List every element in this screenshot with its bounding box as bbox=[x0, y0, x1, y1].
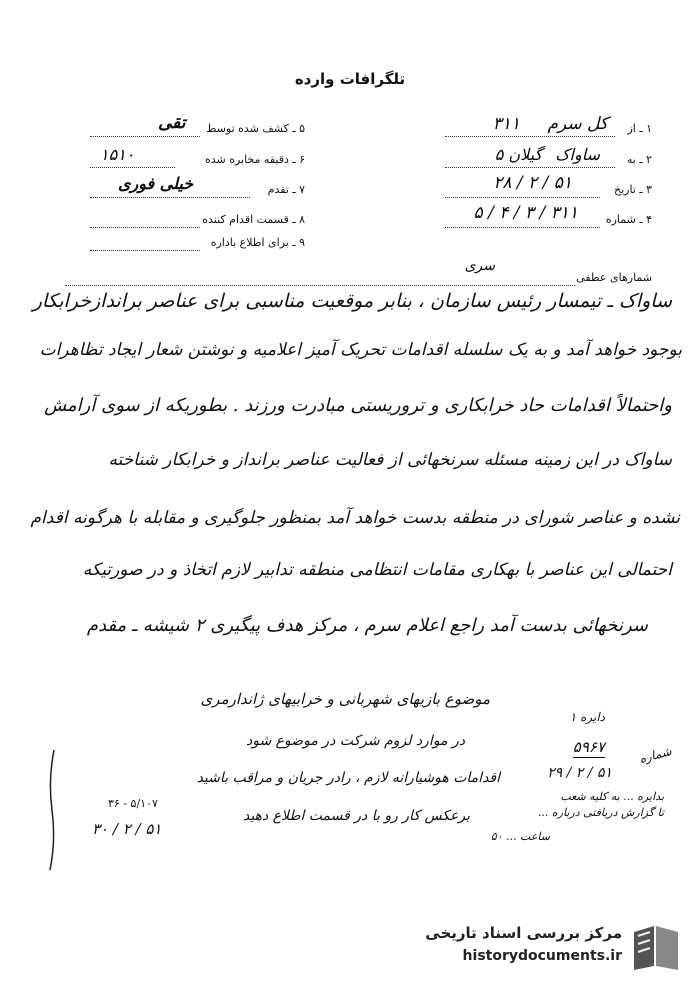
margin-mark bbox=[44, 750, 62, 870]
field-priority-line bbox=[90, 197, 250, 198]
field-action-unit-line bbox=[90, 227, 200, 228]
stamp-label: شماره bbox=[638, 744, 674, 766]
secret-note: سری bbox=[464, 258, 495, 274]
field-to-value: ساواک گیلان ۵ bbox=[494, 145, 600, 164]
note-line-1: موضوع بازیهای شهربانی و خرابیهای ژاندارمری bbox=[200, 690, 490, 708]
body-line-6: احتمالی این عناصر با بهکاری مقامات انتظامی منطقه تدابیر لازم اتخاذ و در صورتیکه bbox=[82, 560, 672, 580]
book-logo-icon bbox=[630, 922, 682, 972]
body-line-7: سرنخهائی بدست آمد راجع اعلام سرم ، مرکز هدف پیگیری ۲ شیشه ـ مقدم bbox=[86, 615, 648, 636]
stamp-date: ۵۱ / ۲ / ۲۹ bbox=[547, 765, 612, 781]
cipher-numbers-line bbox=[65, 285, 575, 286]
note-line-2: در موارد لزوم شرکت در موضوع شود bbox=[246, 733, 465, 749]
field-priority-value: خیلی فوری bbox=[118, 174, 194, 193]
field-from-line bbox=[445, 136, 615, 137]
watermark-url: historydocuments.ir bbox=[462, 948, 622, 964]
stamp-side-2: تا گزارش دریافتی درباره ... bbox=[537, 806, 664, 819]
watermark bbox=[386, 922, 686, 972]
field-decoded-by: ۵ ـ کشف شده توسط bbox=[206, 122, 305, 135]
page-title: تلگرافات وارده bbox=[294, 70, 406, 88]
field-number bbox=[606, 213, 652, 226]
stamp-number: ۵۹۶۷ bbox=[572, 738, 605, 756]
stamp-side-3: ساعت ... ۵۰ bbox=[490, 830, 550, 843]
field-number-label: ۴ ـ شماره bbox=[605, 213, 652, 226]
field-action-unit: ۸ ـ قسمت اقدام کننده bbox=[202, 213, 305, 226]
field-from bbox=[627, 122, 652, 135]
field-from-label: ۱ ـ از bbox=[627, 122, 652, 135]
field-decoded-by-value: تقی bbox=[158, 113, 186, 133]
field-minute-value: ۱۵۱۰ bbox=[100, 145, 135, 164]
field-inform-line bbox=[90, 250, 200, 251]
field-date bbox=[614, 183, 652, 196]
stamp-side-1: بدایره ... به کلیه شعب bbox=[560, 790, 664, 803]
cipher-numbers-label: شمارهای عطفی bbox=[576, 271, 652, 284]
body-line-4: ساواک در این زمینه مسئله سرنخهائی از فعالیت عناصر برانداز و خرابکار شناخته bbox=[108, 450, 672, 470]
field-minute-line bbox=[90, 167, 175, 168]
field-to-line bbox=[445, 167, 615, 168]
field-decoded-by-line bbox=[90, 136, 200, 137]
body-line-1: ساواک ـ تیمسار رئیس سازمان ، بنابر موقعیت مناسبی برای عناصر براندازخرابکار bbox=[32, 290, 672, 312]
field-to-label: ۲ ـ به bbox=[626, 153, 652, 166]
ref-code: ۵/۱۰۷ - ۳۶ bbox=[108, 797, 158, 810]
field-minute: ۶ ـ دقیقه مخابره شده bbox=[204, 153, 305, 166]
field-date-label: ۳ ـ تاریخ bbox=[613, 183, 652, 196]
field-from-value: کل سرم ۳۱۱ bbox=[492, 114, 608, 134]
body-line-3: واحتمالاً اقدامات حاد خرابکاری و تروریستی مبادرت ورزند . بطوریکه از سوی آرامش bbox=[44, 395, 672, 416]
watermark-name: مرکز بررسی اسناد تاریخی bbox=[425, 924, 622, 942]
body-line-2: بوجود خواهد آمد و به یک سلسله اقدامات تحریک آمیز اعلامیه و نوشتن شعار ایجاد تظاهرات bbox=[39, 340, 682, 360]
body-line-5: نشده و عناصر شورای در منطقه بدست خواهد آمد بمنظور جلوگیری و مقابله با هرگونه اقدام bbox=[30, 508, 680, 528]
field-date-value: ۵۱ / ۲ / ۲۸ bbox=[493, 173, 572, 193]
field-inform: ۹ ـ برای اطلاع باداره bbox=[210, 236, 305, 249]
field-number-value: ۳۱۱ / ۳ / ۴ / ۵ bbox=[473, 203, 578, 223]
note-line-4: برعکس کار رو با در قسمت اطلاع دهید bbox=[242, 808, 470, 824]
ref-date: ۵۱ / ۲ / ۳۰ bbox=[92, 820, 162, 838]
field-date-line bbox=[445, 197, 600, 198]
field-to bbox=[627, 153, 652, 166]
note-line-3: اقدامات هوشیارانه لازم ، رادر جریان و مراقب باشید bbox=[196, 770, 500, 786]
field-number-line bbox=[445, 227, 600, 228]
field-priority: ۷ ـ تقدم bbox=[267, 183, 305, 196]
stamp-circle: دایره ۱ bbox=[569, 710, 605, 724]
